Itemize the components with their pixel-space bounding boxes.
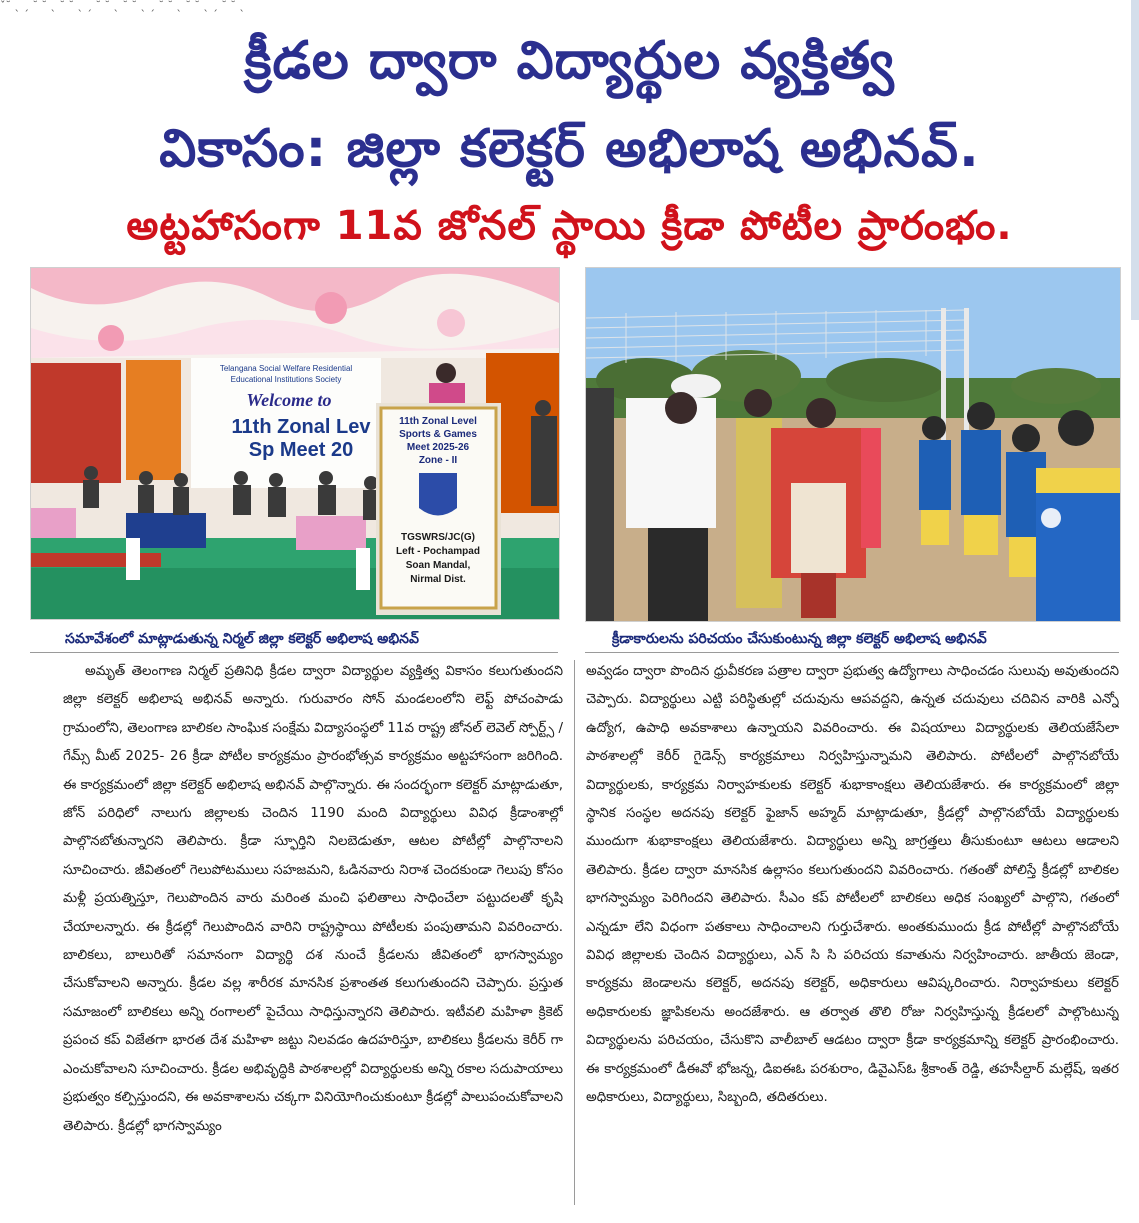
- article-column-left: అమృత్ తెలంగాణ నిర్మల్ ప్రతినిధి క్రీడల ద్వారా విద్యార్థుల వ్యక్తిత్వ వికాసం కలుగుతుందని జిల్లా కలెక్టర్ అభిలాష అభినవ్ అన్నారు. గురువారం సోన్ మండలంలోని లెఫ్ట్ పోచంపాడు గ్రామంలోని, తెలంగాణ బాలికల సాంఘిక సంక్షేమ విద్యాసంస్థలో 11వ రాష్ట్ర జోనల్ లెవెల్ స్పోర్ట్స్ / గేమ్స్ మీట్ 2025- 26 క్రీడా పోటీల కార్యక్రమం ప్రారంభోత్సవ కార్యక్రమం అట్టహాసంగా జరిగింది. ఈ కార్యక్రమంలో జిల్లా కలెక్టర్ అభిలాష అభినవ్ పాల్గొన్నారు. ఈ సందర్భంగా కలెక్టర్ మాట్లాడుతూ, జోన్ పరిధిలో నాలుగు జిల్లాలకు చెందిన 1190 మంది విద్యార్థులు వివిధ క్రీడాంశాల్లో పాల్గొనబోతున్నారని తెలిపారు. క్రీడా స్ఫూర్తిని నిలబెడుతూ, ఆటల పోటీల్లో పాల్గొనాలని సూచించారు. జీవితంలో గెలుపోటములు సహజమని, ఓడినవారు నిరాశ చెందకుండా గెలుపు కోసం మళ్లీ ప్రయత్నిస్తూ, గెలుపొందిన వారు మరింత మంచి ఫలితాలు సాధించేలా పట్టుదలతో కృషి చేయాలన్నారు. ఈ క్రీడల్లో గెలుపొందిన వారిని రాష్ట్రస్థాయి పోటీలకు పంపుతామని వివరించారు. బాలికలు, బాలురితో సమానంగా విద్యార్థి దశ నుంచే క్రీడలను జీవితంలో భాగస్వామ్యం చేసుకోవాలని అన్నారు. క్రీడల వల్ల శారీరక మానసిక ప్రశాంతత కలుగుతుందని చెప్పారు. ప్రస్తుత సమాజంలో బాలికలు అన్ని రంగాలలో పైచేయి సాధిస్తున్నారని తెలిపారు. ఇటీవలి మహిళా క్రికెట్ ప్రపంచ కప్ విజేతగా భారత దేశ మహిళా జట్టు నిలవడం ఉదహరిస్తూ, బాలికలు క్రీడలను కెరీర్ గా ఎంచుకోవాలని సూచించారు. క్రీడల అభివృద్ధికి పాఠశాలల్లో విద్యార్థులకు అన్ని రకాల సదుపాయాలు ప్రభుత్వం కల్పిస్తుందని, ఈ అవకాశాలను చక్కగా వినియోగించుకుంటూ క్రీడల్లో పాలుపంచుకోవాలని తెలిపారు. క్రీడల్లో భాగస్వామ్యం: [63, 664, 563, 1134]
- divider-right: [585, 652, 1119, 653]
- subheadline: అట్టహాసంగా 11వ జోనల్ స్థాయి క్రీడా పోటీల ప్రారంభం.: [126, 203, 1013, 249]
- banner-welcome: Welcome to: [246, 390, 332, 410]
- caption-left-photo: సమావేశంలో మాట్లాడుతున్న నిర్మల్ జిల్లా కలెక్టర్ అభిలాష అభినవ్: [65, 631, 419, 647]
- banner-society-line1: Telangana Social Welfare Residential: [219, 364, 353, 373]
- headline-line-1: క్రీడల ద్వారా విద్యార్థుల వ్యక్తిత్వ: [244, 31, 895, 91]
- caption-right-photo: క్రీడాకారులను పరిచయం చేసుకుంటున్న జిల్లా కలెక్టర్ అభిలాష అభినవ్: [612, 631, 987, 647]
- podium-footer-2: Left - Pochampad: [396, 546, 480, 557]
- banner-event-2: Sp Meet 20: [248, 439, 354, 461]
- podium-line-4: Zone - II: [418, 455, 458, 466]
- divider-left: [30, 652, 558, 653]
- podium-footer-1: TGSWRS/JC(G): [401, 532, 475, 543]
- cut-off-top-text: ˇ˘ ˎ ˏ ˘ ˘ ˎ ˘ ˘ ˎ ˏ ˘ ˘ ˎ ˘ ˘ ˎ ˏ ˘ ˘ ˎ ˘ ˘ ˎ ˏ ˘ ˘ ˎ: [0, 0, 245, 12]
- banner-event: 11th Zonal Lev: [231, 416, 371, 438]
- column-divider: [574, 660, 575, 1205]
- podium-emblem-icon: [419, 473, 457, 516]
- podium-line-3: Meet 2025-26: [406, 442, 470, 453]
- podium-footer-4: Nirmal Dist.: [410, 574, 466, 585]
- photo-collector-greeting-players: [585, 267, 1121, 622]
- article-column-right: అవ్వడం ద్వారా పొందిన ధ్రువీకరణ పత్రాల ద్వారా ప్రభుత్వ ఉద్యోగాలు సాధించడం సులువు అవుతుందని చెప్పారు. విద్యార్థులు ఎట్టి పరిస్థితుల్లో చదువును ఆపవద్దని, ఉన్నత చదువులు చదివిన వారికి ఎన్నో ఉద్యోగ, ఉపాధి అవకాశాలు ఉన్నాయని వివరించారు. ఈ విషయాలు విద్యార్థులకు తెలియజేసేలా పాఠశాలల్లో కెరీర్ గైడెన్స్ కార్యక్రమాలు నిర్వహిస్తున్నామని తెలిపారు. పోటీలలో పాల్గొనబోయే విద్యార్థులకు, కార్యక్రమ నిర్వాహకులకు కలెక్టర్ శుభాకాంక్షలు తెలియజేశారు. ఈ కార్యక్రమంలో జిల్లా స్థానిక సంస్థల అదనపు కలెక్టర్ ఫైజాన్ అహ్మద్ మాట్లాడుతూ, క్రీడల్లో పాల్గొనబోయే విద్యార్థులకు ముందుగా శుభాకాంక్షలు తెలియజేశారు. విద్యార్థులు అన్ని జాగ్రత్తలు తీసుకుంటూ ఆటలు ఆడాలని తెలిపారు. క్రీడల ద్వారా మానసిక ఉల్లాసం కలుగుతుందని వివరించారు. గతంతో పోలిస్తే క్రీడల్లో బాలికల భాగస్వామ్యం పెరిగిందని తెలిపారు. సీఎం కప్ పోటీలలో బాలికలు అధిక సంఖ్యలో పాల్గొని, గతంలో ఎన్నడూ లేని విధంగా పతకాలు సాధించాలని గుర్తుచేశారు. అంతకుముందు క్రీడ పోటీల్లో పాల్గొనబోయే వివిధ జిల్లాలకు చెందిన విద్యార్థులు, ఎన్ సి సి పరిచయ కవాతును నిర్వహించారు. జాతీయ జెండా, కార్యక్రమ జెండాలను కలెక్టర్, అదనపు కలెక్టర్, అధికారులు ఆవిష్కరించారు. నిర్వాహకులు కలెక్టర్ అధికారులకు జ్ఞాపికలను అందజేశారు. ఆ తర్వాత తొలి రోజు నిర్వహిస్తున్న క్రీడలలో పాల్గొంటున్న విద్యార్థులను పరిచయం, చేసుకొని వాలీబాల్ ఆడటం ద్వారా క్రీడా కార్యక్రమాన్ని కలెక్టర్ ప్రారంభించారు. ఈ కార్యక్రమంలో డీఈవో భోజన్న, డిఐఈఓ పరశురాం, డివైఎస్ఓ శ్రీకాంత్ రెడ్డి, తహసీల్దార్ మల్లేష్, ఇతర అధికారులు, విద్యార్థులు, సిబ్బంది, తదితరులు.: [586, 664, 1119, 1106]
- photo-collector-speaking: [30, 267, 560, 620]
- banner-society-line2: Educational Institutions Society: [230, 375, 342, 384]
- podium-line-1: 11th Zonal Level: [399, 416, 477, 427]
- podium-line-2: Sports & Games: [399, 429, 477, 440]
- headline-line-2: వికాసం: జిల్లా కలెక్టర్ అభిలాష అభినవ్.: [159, 119, 980, 179]
- podium-footer-3: Soan Mandal,: [405, 560, 471, 571]
